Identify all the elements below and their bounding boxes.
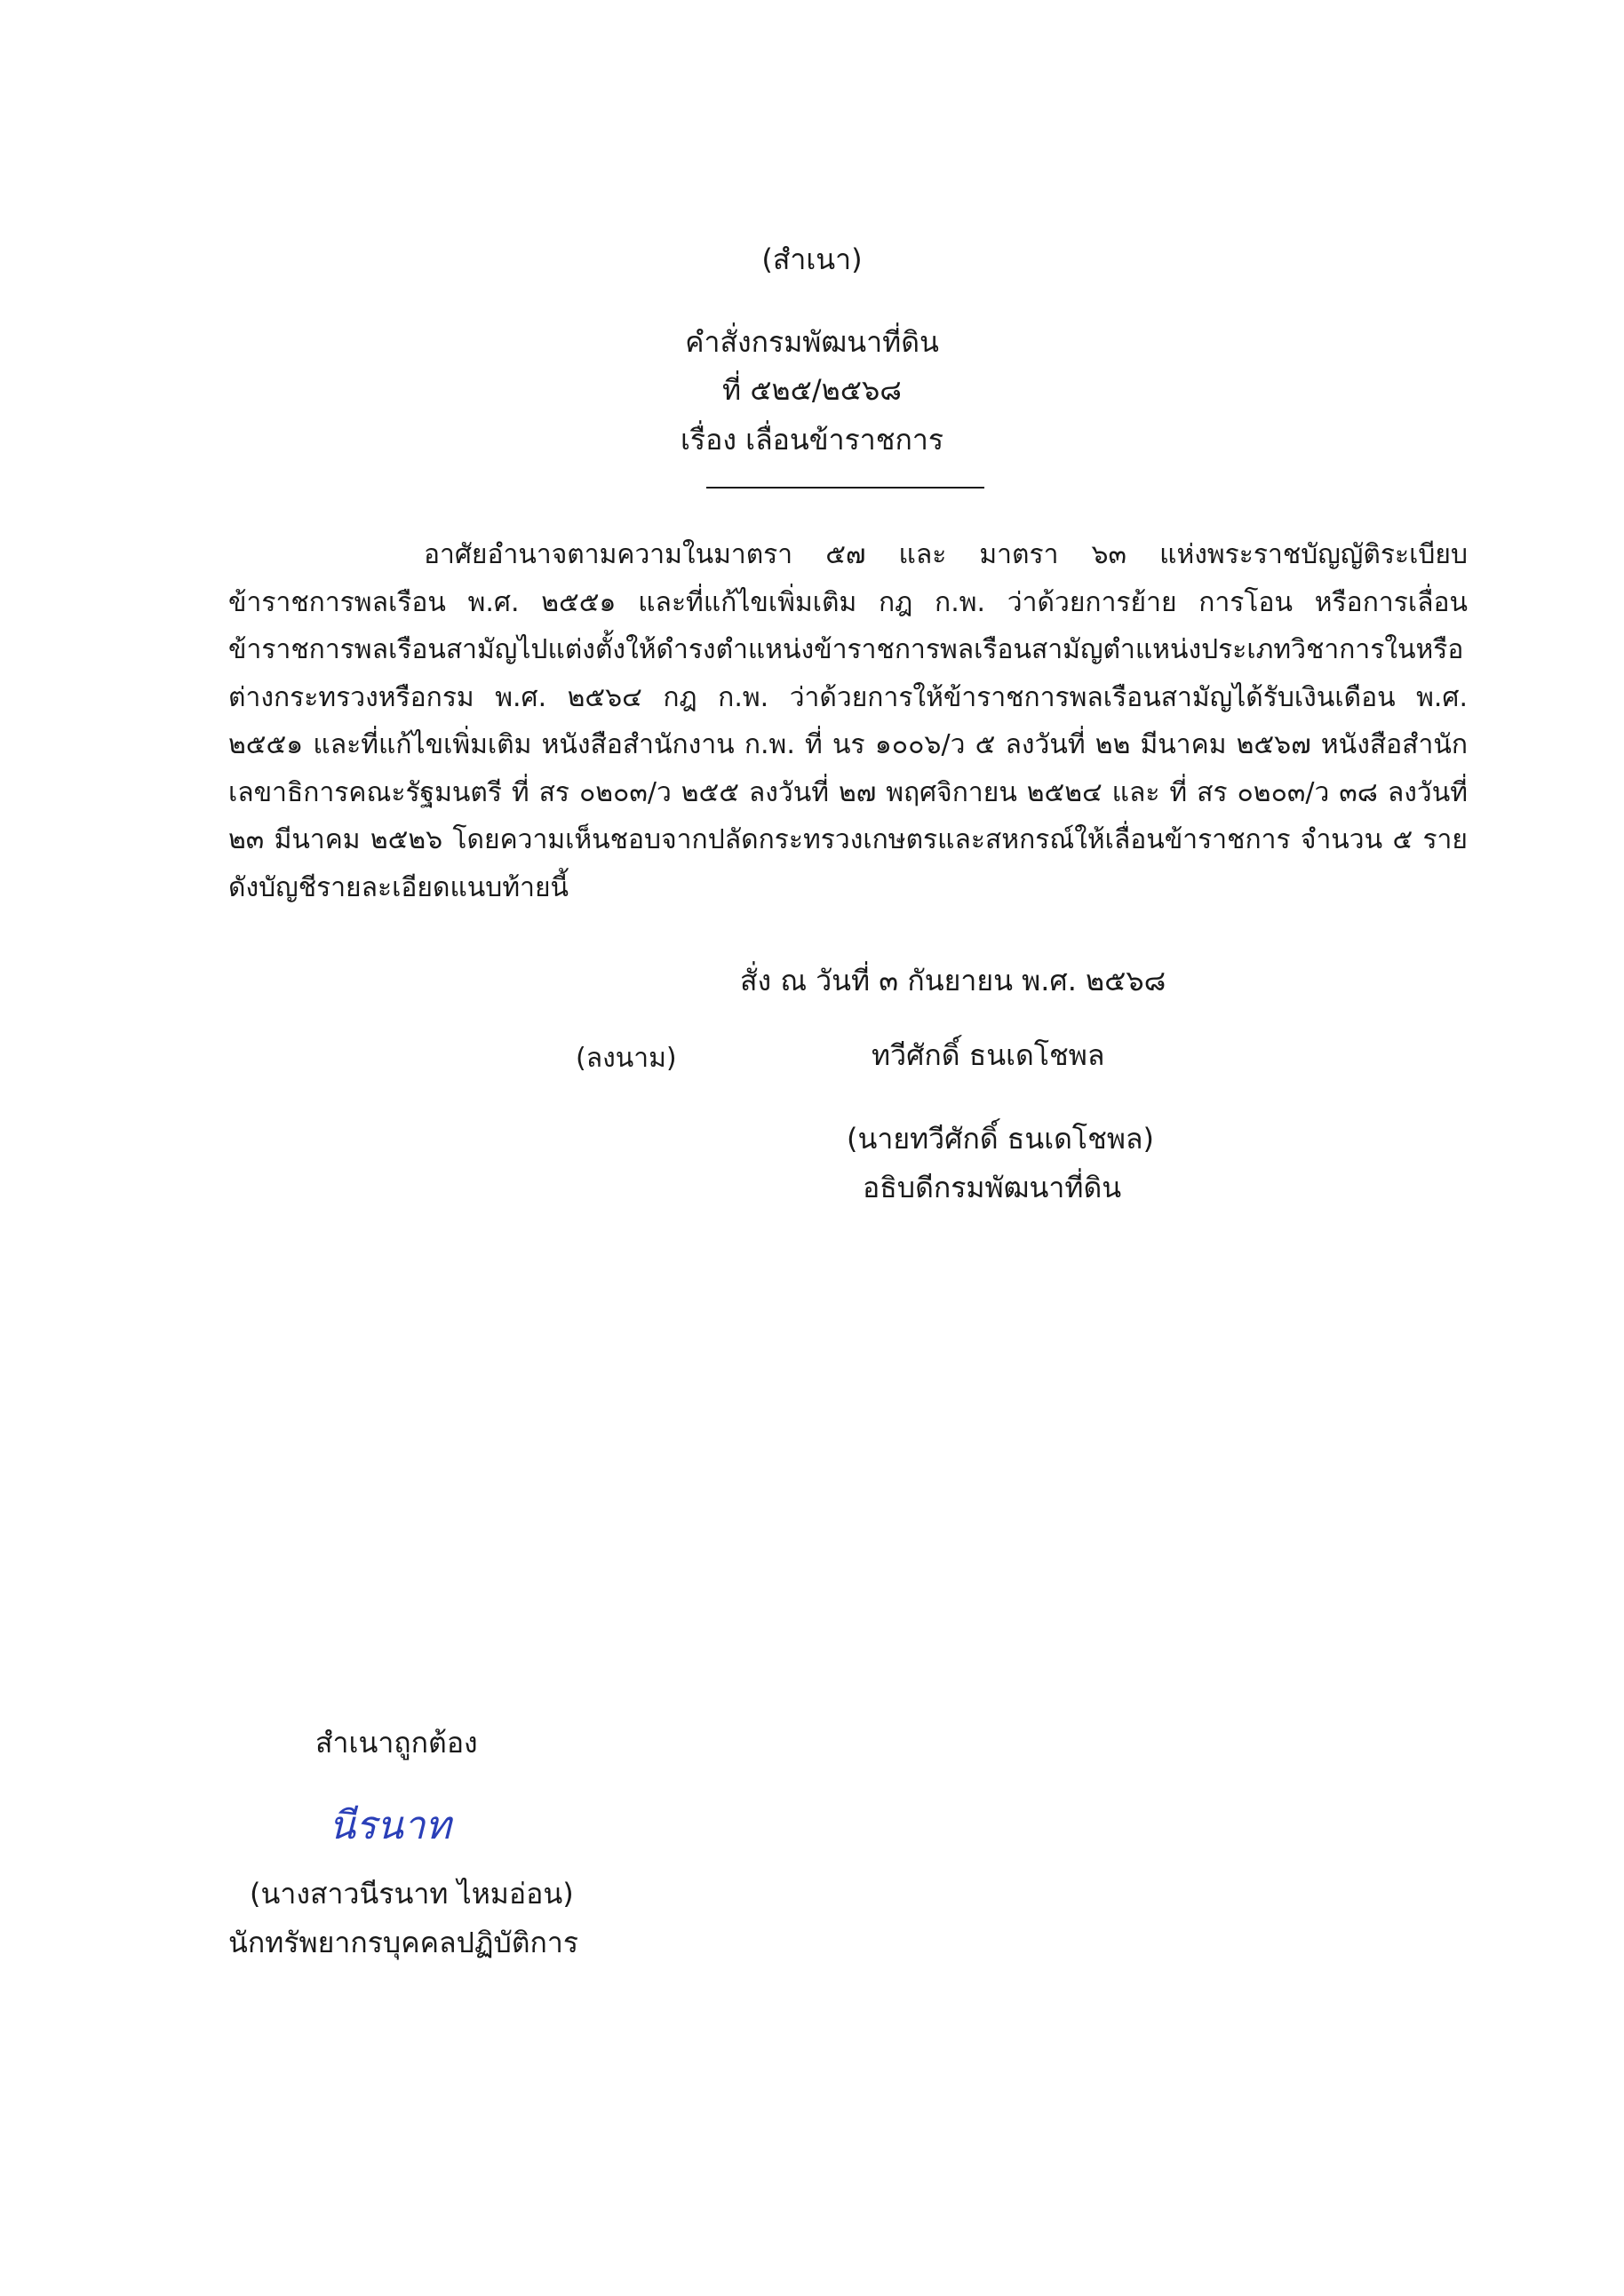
certifier-signature: นีรนาท (329, 1803, 451, 1848)
order-subject: เรื่อง เลื่อนข้าราชการ (680, 423, 944, 457)
order-number: ที่ ๕๒๕/๒๕๖๘ (722, 373, 902, 407)
certified-copy-label: สำเนาถูกต้อง (315, 1726, 478, 1760)
certifier-position: นักทรัพยากรบุคคลปฏิบัติการ (228, 1926, 579, 1959)
copy-mark: (สำเนา) (761, 242, 863, 276)
signer-title: อธิบดีกรมพัฒนาที่ดิน (863, 1171, 1122, 1204)
order-date: สั่ง ณ วันที่ ๓ กันยายน พ.ศ. ๒๕๖๘ (740, 964, 1166, 997)
sign-label: (ลงนาม) (576, 1043, 677, 1074)
header-divider (706, 487, 984, 489)
signer-signed-name: ทวีศักดิ์ ธนเดโชพล (872, 1038, 1105, 1072)
order-body-paragraph: อาศัยอำนาจตามความในมาตรา ๕๗ และ มาตรา ๖๓ แห่งพระราชบัญญัติระเบียบข้าราชการพลเรือน พ.ศ. ๒๕๕๑ และที่แก้ไขเพิ่มเติม กฎ ก.พ. ว่าด้วยการย้าย การโอน หรือการเลื่อนข้าราชการพลเรือนสามัญไปแต่งตั้งให้ดำรงตำแหน่งข้าราชการพลเรือนสามัญตำแหน่งประเภทวิชาการในหรือต่างกระทรวงหรือกรม พ.ศ. ๒๕๖๔ กฎ ก.พ. ว่าด้วยการให้ข้าราชการพลเรือนสามัญได้รับเงินเดือน พ.ศ. ๒๕๕๑ และที่แก้ไขเพิ่มเติม หนังสือสำนักงาน ก.พ. ที่ นร ๑๐๐๖/ว ๕ ลงวันที่ ๒๒ มีนาคม ๒๕๖๗ หนังสือสำนักเลขาธิการคณะรัฐมนตรี ที่ สร ๐๒๐๓/ว ๒๕๕ ลงวันที่ ๒๗ พฤศจิกายน ๒๕๒๔ และ ที่ สร ๐๒๐๓/ว ๓๘ ลงวันที่ ๒๓ มีนาคม ๒๕๒๖ โดยความเห็นชอบจากปลัดกระทรวงเกษตรและสหกรณ์ให้เลื่อนข้าราชการ จำนวน ๕ ราย ดังบัญชีรายละเอียดแนบท้ายนี้ (228, 539, 1469, 903)
signer-full-name: (นายทวีศักดิ์ ธนเดโชพล) (847, 1122, 1154, 1156)
certifier-name: (นางสาวนีรนาท ไหมอ่อน) (250, 1877, 574, 1911)
order-title: คำสั่งกรมพัฒนาที่ดิน (685, 325, 939, 359)
